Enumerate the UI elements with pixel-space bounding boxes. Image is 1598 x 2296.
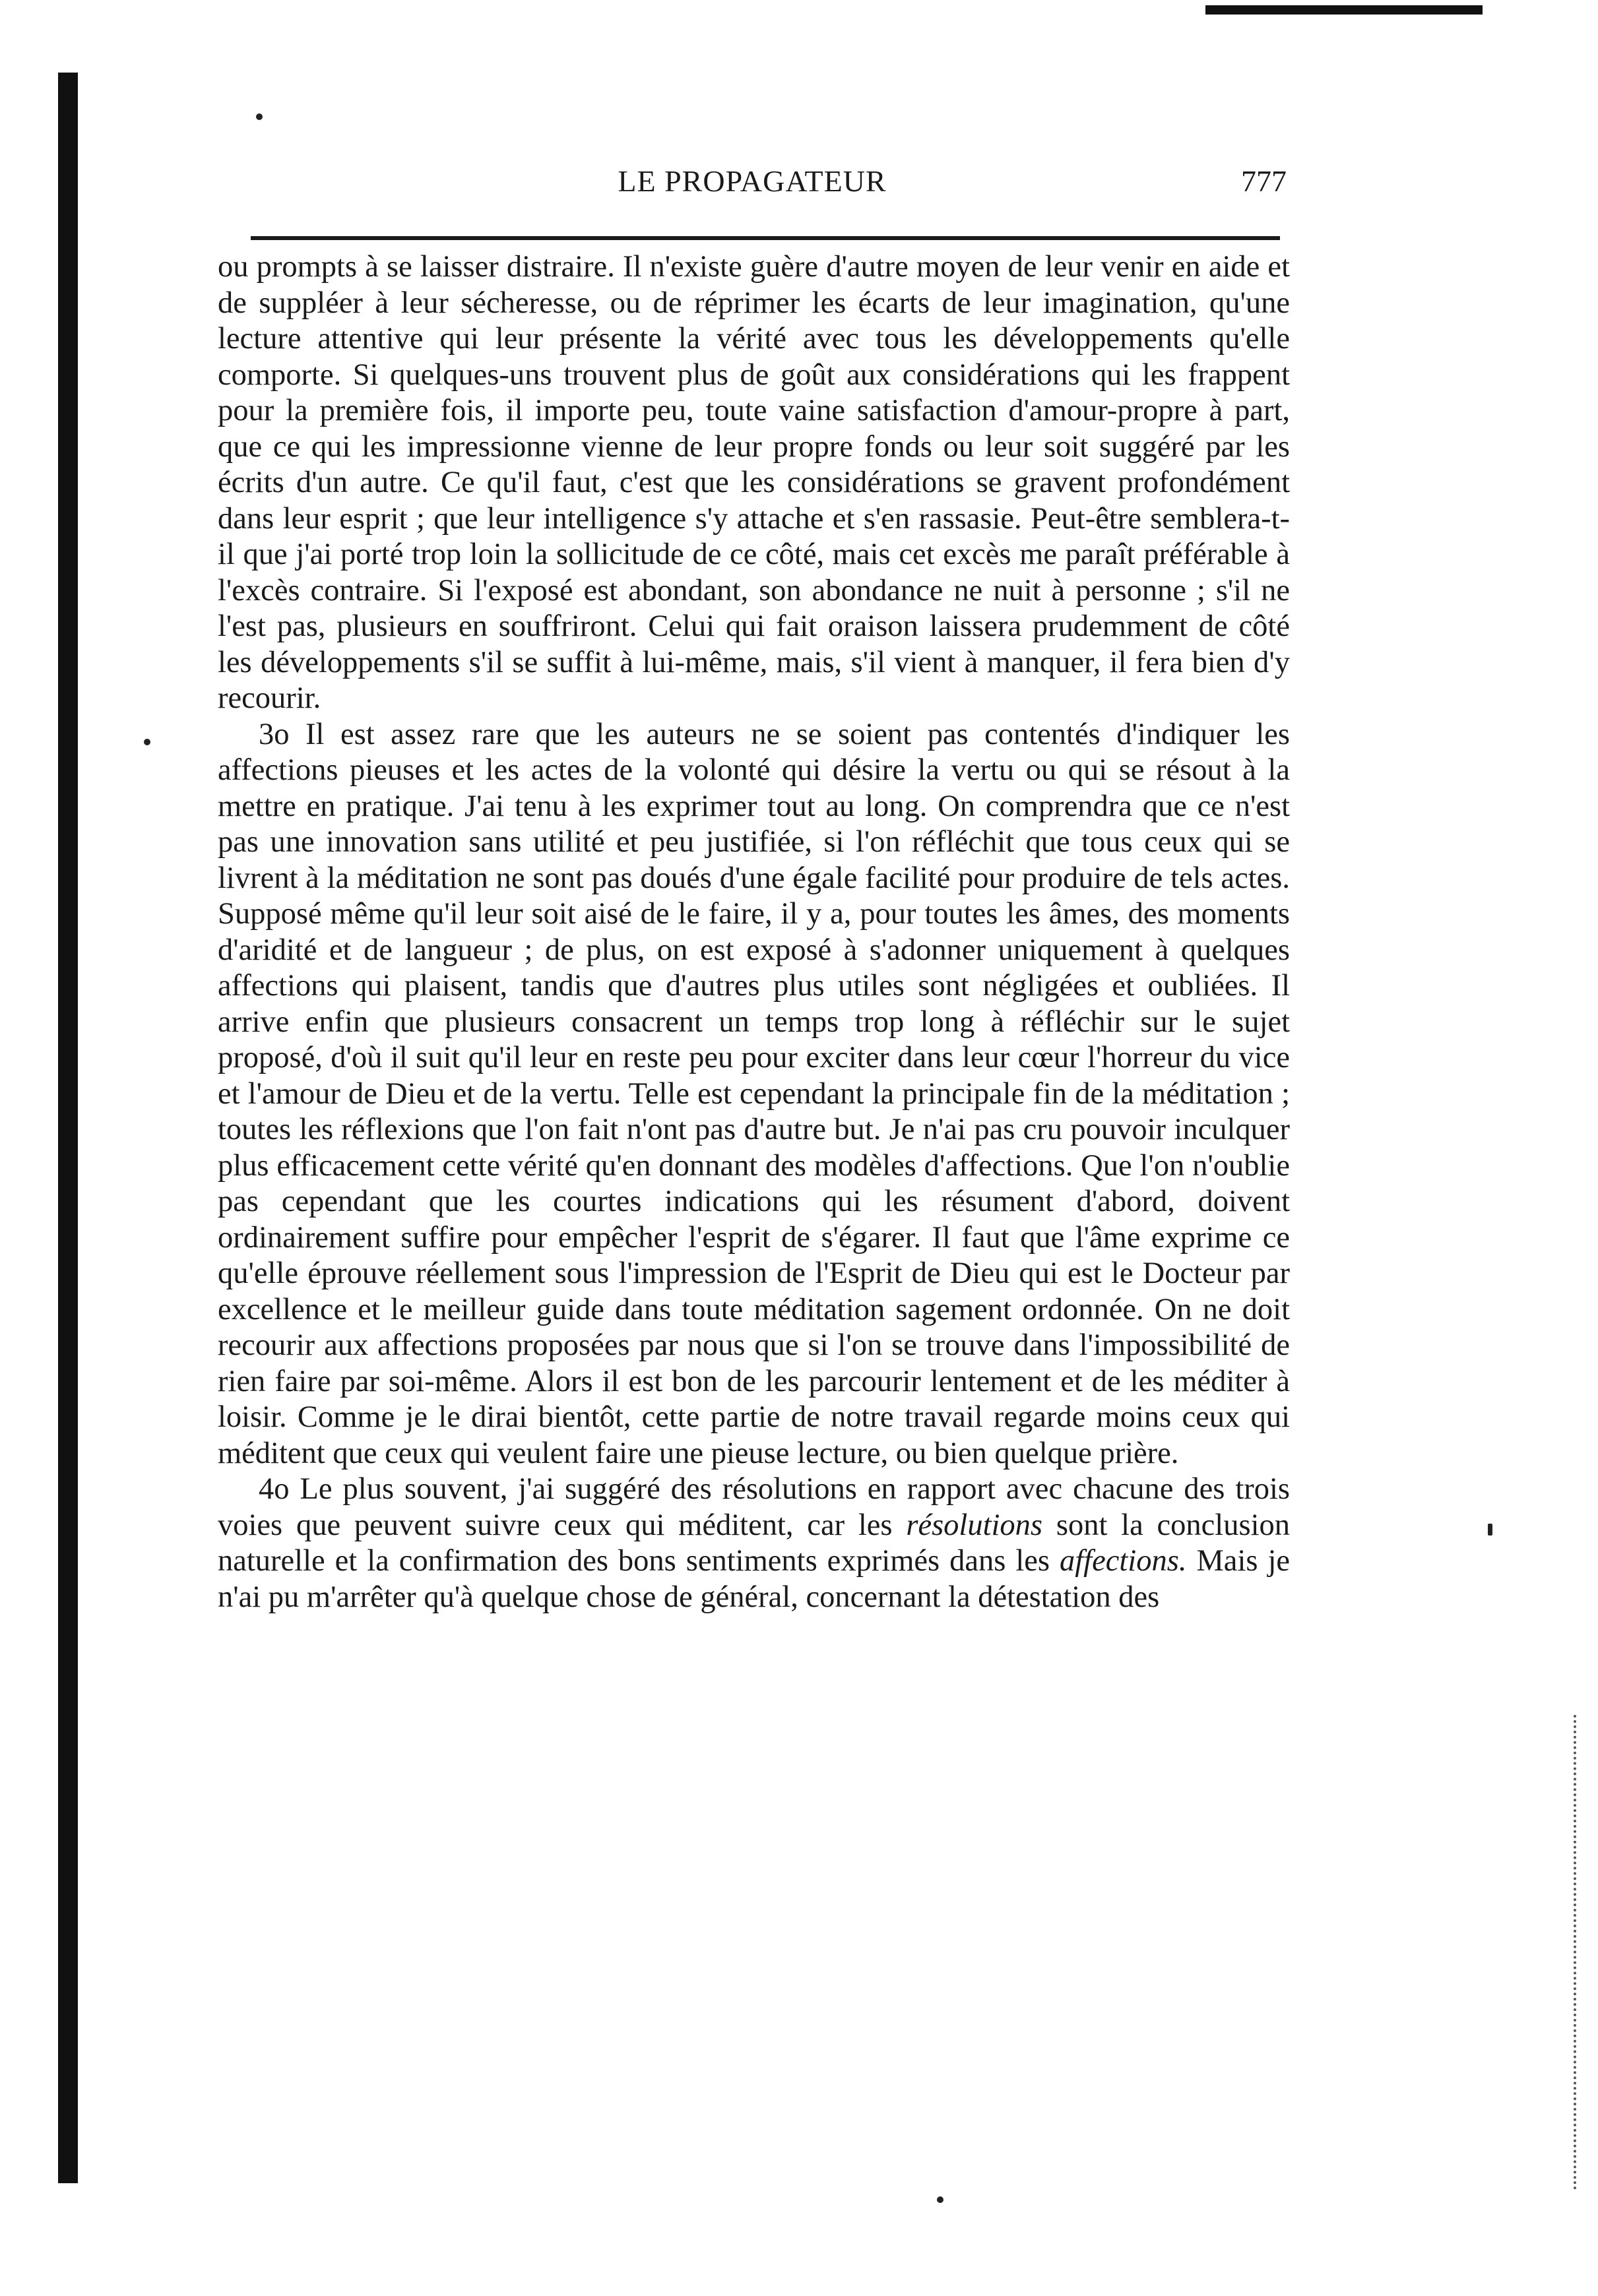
scan-speck bbox=[1488, 1524, 1492, 1536]
scan-binding-shadow bbox=[58, 73, 78, 2183]
paragraph-point-3 bbox=[218, 717, 1290, 1472]
scan-speck bbox=[937, 2196, 943, 2203]
page-header bbox=[218, 164, 1287, 210]
point-number: 4o bbox=[259, 1472, 290, 1506]
point-number: 3o bbox=[259, 717, 290, 751]
emphasis-resolutions: résolutions bbox=[906, 1508, 1043, 1542]
page-body bbox=[218, 249, 1290, 1615]
scan-top-mark bbox=[1205, 5, 1483, 15]
emphasis-affections: affections. bbox=[1060, 1544, 1187, 1578]
paragraph-continued: ou prompts à se laisser distraire. Il n'existe guère d'autre moyen de leur venir en aide et de suppléer à leur sécheresse, ou de réprimer les écarts de leur imagination, qu'une lecture attentive qui leur présente la vérité avec tous les développements qu'elle comporte. Si quelques-uns trouvent plus de goût aux considérations qui les frappent pour la première fois, il importe peu, toute vaine satisfaction d'amour-propre à part, que ce qui les impressionne vienne de leur propre fonds ou leur soit suggéré par les écrits d'un autre. Ce qu'il faut, c'est que les considérations se gravent profondément dans leur esprit ; que leur intelligence s'y attache et s'en rassasie. Peut-être semblera-t-il que j'ai porté trop loin la sollicitude de ce côté, mais cet excès me paraît préférable à l'excès contraire. Si l'exposé est abondant, son abondance ne nuit à personne ; s'il ne l'est pas, plusieurs en souffriront. Celui qui fait oraison laissera prudemment de côté les développements s'il se suffit à lui-même, mais, s'il vient à manquer, il fera bien d'y recourir. bbox=[218, 250, 1290, 715]
scan-right-edge-noise bbox=[1574, 1715, 1583, 2190]
page-number: 777 bbox=[1241, 164, 1287, 198]
paragraph-text: Le plus souvent, j'ai suggéré des résolutions en rapport avec chacune des trois voies que peuvent suivre ceux qui méditent, car les bbox=[218, 1472, 1291, 1542]
paragraph-text: Il est assez rare que les auteurs ne se soient pas contentés d'indiquer les affections pieuses et les actes de la volonté qui désire la vertu ou qui se résout à la mettre en pratique. J'ai tenu à les exprimer tout au long. On comprendra que ce n'est pas une innovation sans utilité et peu justifiée, si l'on réfléchit que tous ceux qui se livrent à la méditation ne sont pas doués d'une égale facilité pour produire de tels actes. Supposé même qu'il leur soit aisé de le faire, il y a, pour toutes les âmes, des moments d'aridité et de langueur ; de plus, on est exposé à s'adonner uniquement à quelques affections qui plaisent, tandis que d'autres plus utiles sont négligées et oubliées. Il arrive enfin que plusieurs consacrent un temps trop long à réfléchir sur le sujet proposé, d'où il suit qu'il leur en reste peu pour exciter dans leur cœur l'horreur du vice et l'amour de Dieu et de la vertu. Telle est cependant la principale fin de la méditation ; toutes les réflexions que l'on fait n'ont pas d'autre but. Je n'ai pas cru pouvoir inculquer plus efficacement cette vérité qu'en donnant des modèles d'affections. Que l'on n'oublie pas cependant que les courtes indications qui les résument d'abord, doivent ordinairement suffire pour empêcher l'esprit de s'égarer. Il faut que l'âme exprime ce qu'elle éprouve réellement sous l'impression de l'Esprit de Dieu qui est le Docteur par excellence et le meilleur guide dans toute méditation sagement ordonnée. On ne doit recourir aux affections proposées par nous que si l'on se trouve dans l'impossibilité de rien faire par soi-même. Alors il est bon de les parcourir lentement et de les méditer à loisir. Comme je le dirai bientôt, cette partie de notre travail regarde moins ceux qui méditent que ceux qui veulent faire une pieuse lecture, ou bien quelque prière. bbox=[218, 717, 1291, 1470]
paragraph-text: Mais je n'ai pu m'arrêter qu'à quelque chose de général, concernant la détestation des bbox=[218, 1544, 1291, 1614]
scan-speck bbox=[256, 113, 263, 120]
header-rule bbox=[251, 236, 1280, 240]
paragraph-text: sont la conclusion naturelle et la confirmation des bons sentiments exprimés dans les bbox=[218, 1508, 1290, 1578]
scan-speck bbox=[144, 739, 150, 745]
paragraph-point-4 bbox=[218, 1472, 1290, 1615]
running-title: LE PROPAGATEUR bbox=[618, 164, 887, 198]
